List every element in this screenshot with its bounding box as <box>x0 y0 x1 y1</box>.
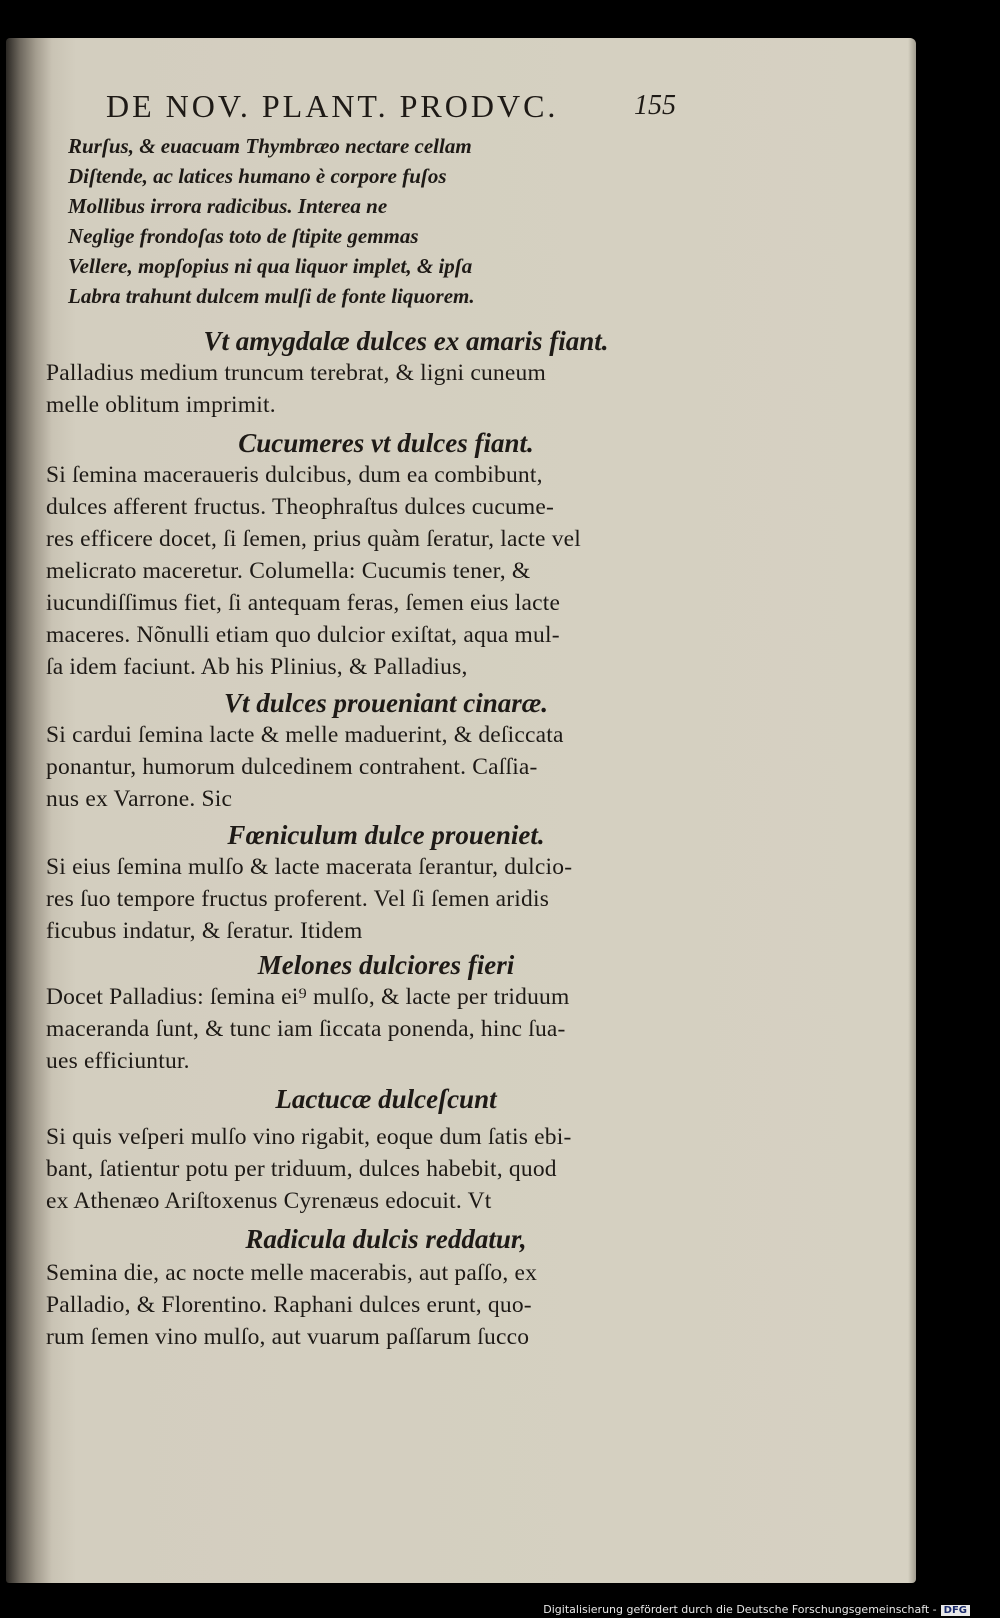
running-head: DE NOV. PLANT. PRODVC. <box>106 88 559 124</box>
verse-line: Neglige frondoſas toto de ſtipite gemmas <box>68 224 419 248</box>
body-line: Docet Palladius: ſemina ei⁹ mulſo, & lacte per triduum <box>46 984 570 1010</box>
verse-line: Rurſus, & euacuam Thymbræo nectare cellam <box>68 134 472 158</box>
body-line: ex Athenæo Ariſtoxenus Cyrenæus edocuit. Vt <box>46 1188 492 1214</box>
body-line: Si eius ſemina mulſo & lacte macerata ſerantur, dulcio- <box>46 854 573 880</box>
section-heading: Cucumeres vt dulces fiant. <box>238 428 534 458</box>
book-page <box>6 38 916 1583</box>
body-line: Si cardui ſemina lacte & melle maduerint, & deſiccata <box>46 722 564 748</box>
section-heading: Vt amygdalæ dulces ex amaris fiant. <box>203 326 609 356</box>
page-number: 155 <box>634 90 676 121</box>
body-line: res ſuo tempore fructus proferent. Vel ſi ſemen aridis <box>46 886 550 912</box>
verse-line: Diſtende, ac latices humano è corpore fuſos <box>68 164 447 188</box>
section-heading: Fœniculum dulce proueniet. <box>227 820 545 850</box>
body-line: Semina die, ac nocte melle macerabis, aut paſſo, ex <box>46 1260 538 1286</box>
body-line: ues efficiuntur. <box>46 1048 190 1074</box>
verse-line: Mollibus irrora radicibus. Interea ne <box>68 194 388 218</box>
body-line: ſa idem faciunt. Ab his Plinius, & Palladius, <box>46 654 468 680</box>
section-heading: Radicula dulcis reddatur, <box>245 1224 527 1254</box>
body-line: Si ſemina maceraueris dulcibus, dum ea combibunt, <box>46 462 543 488</box>
body-line: ponantur, humorum dulcedinem contrahent. Caſſia- <box>46 754 538 780</box>
verse-line: Vellere, mopſopius ni qua liquor implet, & ipſa <box>68 254 473 278</box>
body-line: Palladius medium truncum terebrat, & ligni cuneum <box>46 360 546 386</box>
verse-line: Labra trahunt dulcem mulſi de fonte liquorem. <box>68 284 475 308</box>
body-line: dulces afferent fructus. Theophraſtus dulces cucume- <box>46 494 555 520</box>
section-heading: Lactucæ dulceſcunt <box>275 1084 497 1114</box>
section-heading: Vt dulces proueniant cinaræ. <box>223 688 549 718</box>
body-line: ficubus indatur, & ſeratur. Itidem <box>46 918 363 944</box>
credit-text: Digitalisierung gefördert durch die Deutsche Forschungsgemeinschaft - <box>543 1603 937 1616</box>
body-line: maceres. Nõnulli etiam quo dulcior exiſtat, aqua mul- <box>46 622 560 648</box>
body-line: res efficere docet, ſi ſemen, prius quàm ſeratur, lacte vel <box>46 526 582 552</box>
body-line: melicrato maceretur. Columella: Cucumis tener, & <box>46 558 531 584</box>
body-line: nus ex Varrone. Sic <box>46 786 233 812</box>
body-line: bant, ſatientur potu per triduum, dulces habebit, quod <box>46 1156 557 1182</box>
dfg-logo: DFG <box>941 1605 970 1616</box>
body-line: maceranda ſunt, & tunc iam ſiccata ponenda, hinc ſua- <box>46 1016 566 1042</box>
body-line: Si quis veſperi mulſo vino rigabit, eoque dum ſatis ebi- <box>46 1124 572 1150</box>
body-line: melle oblitum imprimit. <box>46 392 276 418</box>
body-line: iucundiſſimus fiet, ſi antequam feras, ſemen eius lacte <box>46 590 561 616</box>
section-heading: Melones dulciores fieri <box>257 950 515 980</box>
body-line: Palladio, & Florentino. Raphani dulces erunt, quo- <box>46 1292 532 1318</box>
digitization-credit <box>543 1603 970 1616</box>
body-line: rum ſemen vino mulſo, aut vuarum paſſarum ſucco <box>46 1324 530 1350</box>
